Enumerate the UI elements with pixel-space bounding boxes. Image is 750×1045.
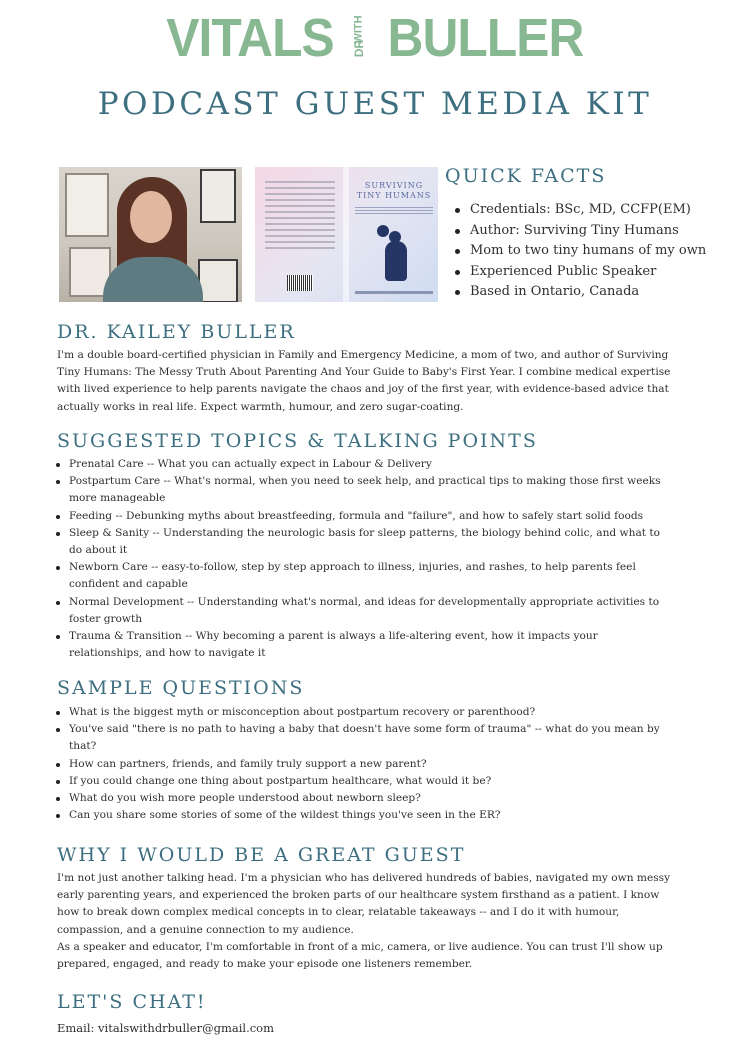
contact-heading: LET'S CHAT! [57,991,207,1013]
logo-word-with: WITH [352,15,365,44]
quick-facts-heading: QUICK FACTS [445,165,607,187]
list-item: Experienced Public Speaker [453,262,706,283]
why-paragraph-2: As a speaker and educator, I'm comfortable in front of a mic, camera, or live audience. You can trust I'll show up prepared, engaged, and ready to make your episode one listeners remember. [57,940,663,971]
barcode-icon [287,275,313,291]
book-cover-image [255,167,438,302]
list-item: Can you share some stories of some of the wildest things you've seen in the ER? [54,807,674,824]
why-heading: WHY I WOULD BE A GREAT GUEST [57,844,466,866]
questions-heading: SAMPLE QUESTIONS [57,677,305,699]
logo-word-buller: BULLER [387,8,583,68]
logo-word-vitals: VITALS [165,8,334,68]
why-text [57,870,677,973]
list-item: Normal Development -- Understanding what's normal, and ideas for developmentally appropriate activities to foster growth [54,594,674,628]
email-link[interactable]: Email: vitalswithdrbuller@gmail.com [57,1021,275,1035]
mother-baby-illustration [375,225,415,281]
list-item: Prenatal Care -- What you can actually expect in Labour & Delivery [54,456,674,473]
list-item: Feeding -- Debunking myths about breastfeeding, formula and "failure", and how to safely start solid foods [54,508,674,525]
brand-logo [0,6,750,70]
logo-word-dr: DR [352,39,366,58]
bio-text: I'm a double board-certified physician in Family and Emergency Medicine, a mom of two, and author of Surviving Tiny Humans: The Messy Truth About Parenting And Your Guide to Baby's First Year. I combine medical expertise with lived experience to help parents navigate the chaos and joy of the first year, with evidence-based advice that actually works in real life. Expect warmth, humour, and zero sugar-coating. [57,349,671,413]
list-item: Newborn Care -- easy-to-follow, step by step approach to illness, injuries, and rashes, to help parents feel confident and capable [54,559,674,593]
list-item: What do you wish more people understood about newborn sleep? [54,790,674,807]
list-item: Author: Surviving Tiny Humans [453,221,706,242]
list-item: Credentials: BSc, MD, CCFP(EM) [453,200,706,221]
list-item: Trauma & Transition -- Why becoming a parent is always a life-altering event, how it impacts your relationships, and how to navigate it [54,628,674,662]
why-paragraph-1: I'm not just another talking head. I'm a physician who has delivered hundreds of babies, navigated my own messy early parenting years, and experienced the broken parts of our healthcare system firsthand as a patient. I know how to break down complex medical concepts in to clear, relatable takeaways -- and I do it with humour, compassion, and a genuine connection to my audience. [57,872,671,936]
topics-heading: SUGGESTED TOPICS & TALKING POINTS [57,430,538,452]
list-item: How can partners, friends, and family truly support a new parent? [54,756,674,773]
list-item: You've said "there is no path to having a baby that doesn't have some form of trauma" -- what do you mean by that? [54,721,674,755]
page-title: PODCAST GUEST MEDIA KIT [97,86,653,122]
headshot-photo [59,167,242,302]
list-item: Based in Ontario, Canada [453,282,706,303]
list-item: Postpartum Care -- What's normal, when you need to seek help, and practical tips to making those first weeks more manageable [54,473,674,507]
book-cover-title: SURVIVING TINY HUMANS [356,181,432,200]
list-item: Mom to two tiny humans of my own [453,241,706,262]
list-item: What is the biggest myth or misconception about postpartum recovery or parenthood? [54,704,674,721]
list-item: Sleep & Sanity -- Understanding the neurologic basis for sleep patterns, the biology behind colic, and what to do about it [54,525,674,559]
questions-list [54,704,674,824]
bio-heading: DR. KAILEY BULLER [57,321,296,343]
list-item: If you could change one thing about postpartum healthcare, what would it be? [54,773,674,790]
topics-list [54,456,674,662]
logo-connector [345,12,375,64]
quick-facts-list [453,200,706,303]
